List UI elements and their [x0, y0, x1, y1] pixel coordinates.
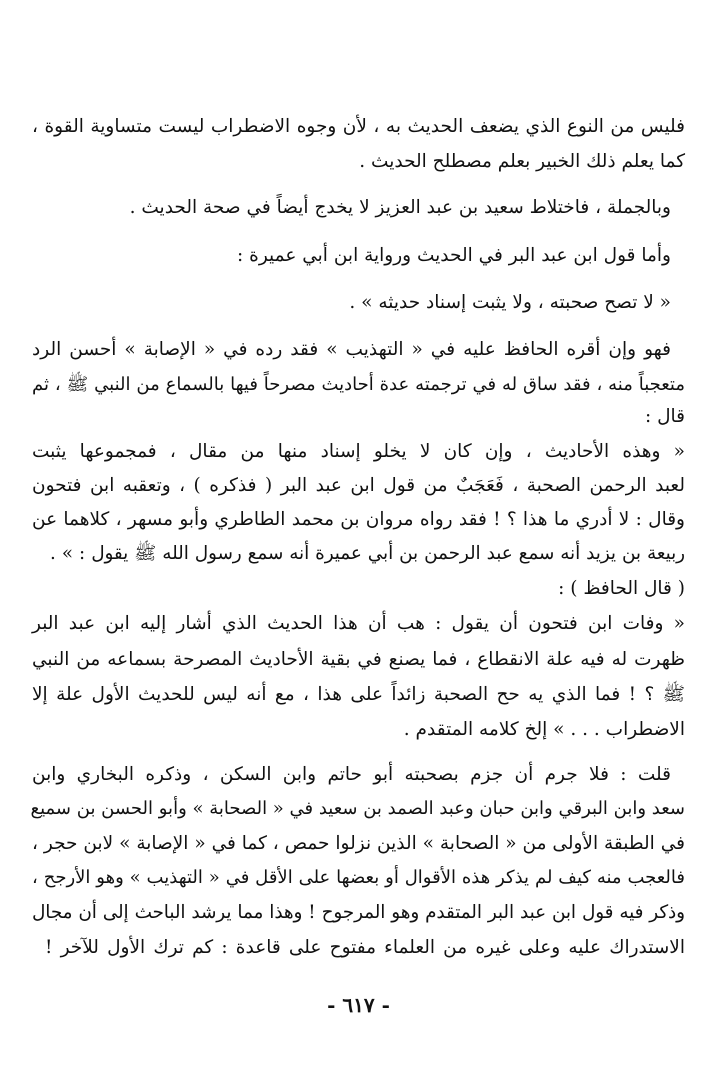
- text-line: في الطبقة الأولى من « الصحابة » الذين نزلوا حمص ، كما في « الإصابة » لابن حجر ،: [32, 833, 685, 854]
- text-line: سعد وابن البرقي وابن حبان وعبد الصمد بن سعيد في « الصحابة » وأبو الحسن بن سميع: [30, 798, 685, 819]
- text-line: الاستدراك عليه وعلى غيره من العلماء مفتوح على قاعدة : كم ترك الأول للآخر !: [45, 937, 685, 958]
- text-line: ظهرت له فيه علة الانقطاع ، فما يصنع في بقية الأحاديث المصرحة بسماعه من النبي: [32, 649, 685, 670]
- text-line: الاضطراب . . . » إلخ كلامه المتقدم .: [403, 719, 685, 740]
- text-line: ﷺ ؟ ! فما الذي يه حح الصحبة زائداً على هذا ، مع أنه ليس للحديث الأول علة إلا: [32, 684, 685, 705]
- text-line: كما يعلم ذلك الخبير بعلم مصطلح الحديث .: [359, 151, 685, 172]
- text-line: فالعجب منه كيف لم يذكر هذه الأقوال أو بعضها على الأقل في « التهذيب » وهو الأرجح ،: [32, 867, 685, 888]
- text-line: قال :: [644, 406, 685, 427]
- text-line: وقال : لا أدري ما هذا ؟ ! فقد رواه مروان بن محمد الطاطري وأبو مسهر ، كلاهما عن: [32, 509, 685, 530]
- text-line: متعجباً منه ، فقد ساق له في ترجمته عدة أحاديث مصرحاً فيها بالسماع من النبي ﷺ ، ثم: [32, 374, 685, 395]
- text-line: وبالجملة ، فاختلاط سعيد بن عبد العزيز لا يخدج أيضاً في صحة الحديث .: [129, 197, 671, 218]
- text-line: فليس من النوع الذي يضعف الحديث به ، لأن وجوه الاضطراب ليست متساوية القوة ،: [32, 116, 685, 137]
- text-line: قلت : فلا جرم أن جزم بصحبته أبو حاتم وابن السكن ، وذكره البخاري وابن: [32, 764, 671, 785]
- text-line: « وهذه الأحاديث ، وإن كان لا يخلو إسناد منها من مقال ، فمجموعها يثبت: [32, 441, 685, 462]
- text-line: وذكر فيه قول ابن عبد البر المتقدم وهو المرجوح ! وهذا مما يرشد الباحث إلى أن مجال: [32, 902, 685, 923]
- text-line: وأما قول ابن عبد البر في الحديث ورواية ابن أبي عميرة :: [237, 245, 671, 266]
- text-line: « وفات ابن فتحون أن يقول : هب أن هذا الحديث الذي أشار إليه ابن عبد البر: [32, 613, 685, 634]
- text-line: « لا تصح صحبته ، ولا يثبت إسناد حديثه » .: [349, 292, 671, 313]
- text-line: لعبد الرحمن الصحبة ، فَعَجَبٌ من قول ابن عبد البر ( فذكره ) ، وتعقبه ابن فتحون: [32, 475, 685, 496]
- page-number: - ٦١٧ -: [327, 993, 390, 1017]
- text-line: ( قال الحافظ ) :: [558, 578, 685, 599]
- text-line: فهو وإن أقره الحافظ عليه في « التهذيب » فقد رده في « الإصابة » أحسن الرد: [32, 339, 671, 360]
- text-line: ربيعة بن يزيد أنه سمع عبد الرحمن بن أبي عميرة أنه سمع رسول الله ﷺ يقول : » .: [50, 543, 685, 564]
